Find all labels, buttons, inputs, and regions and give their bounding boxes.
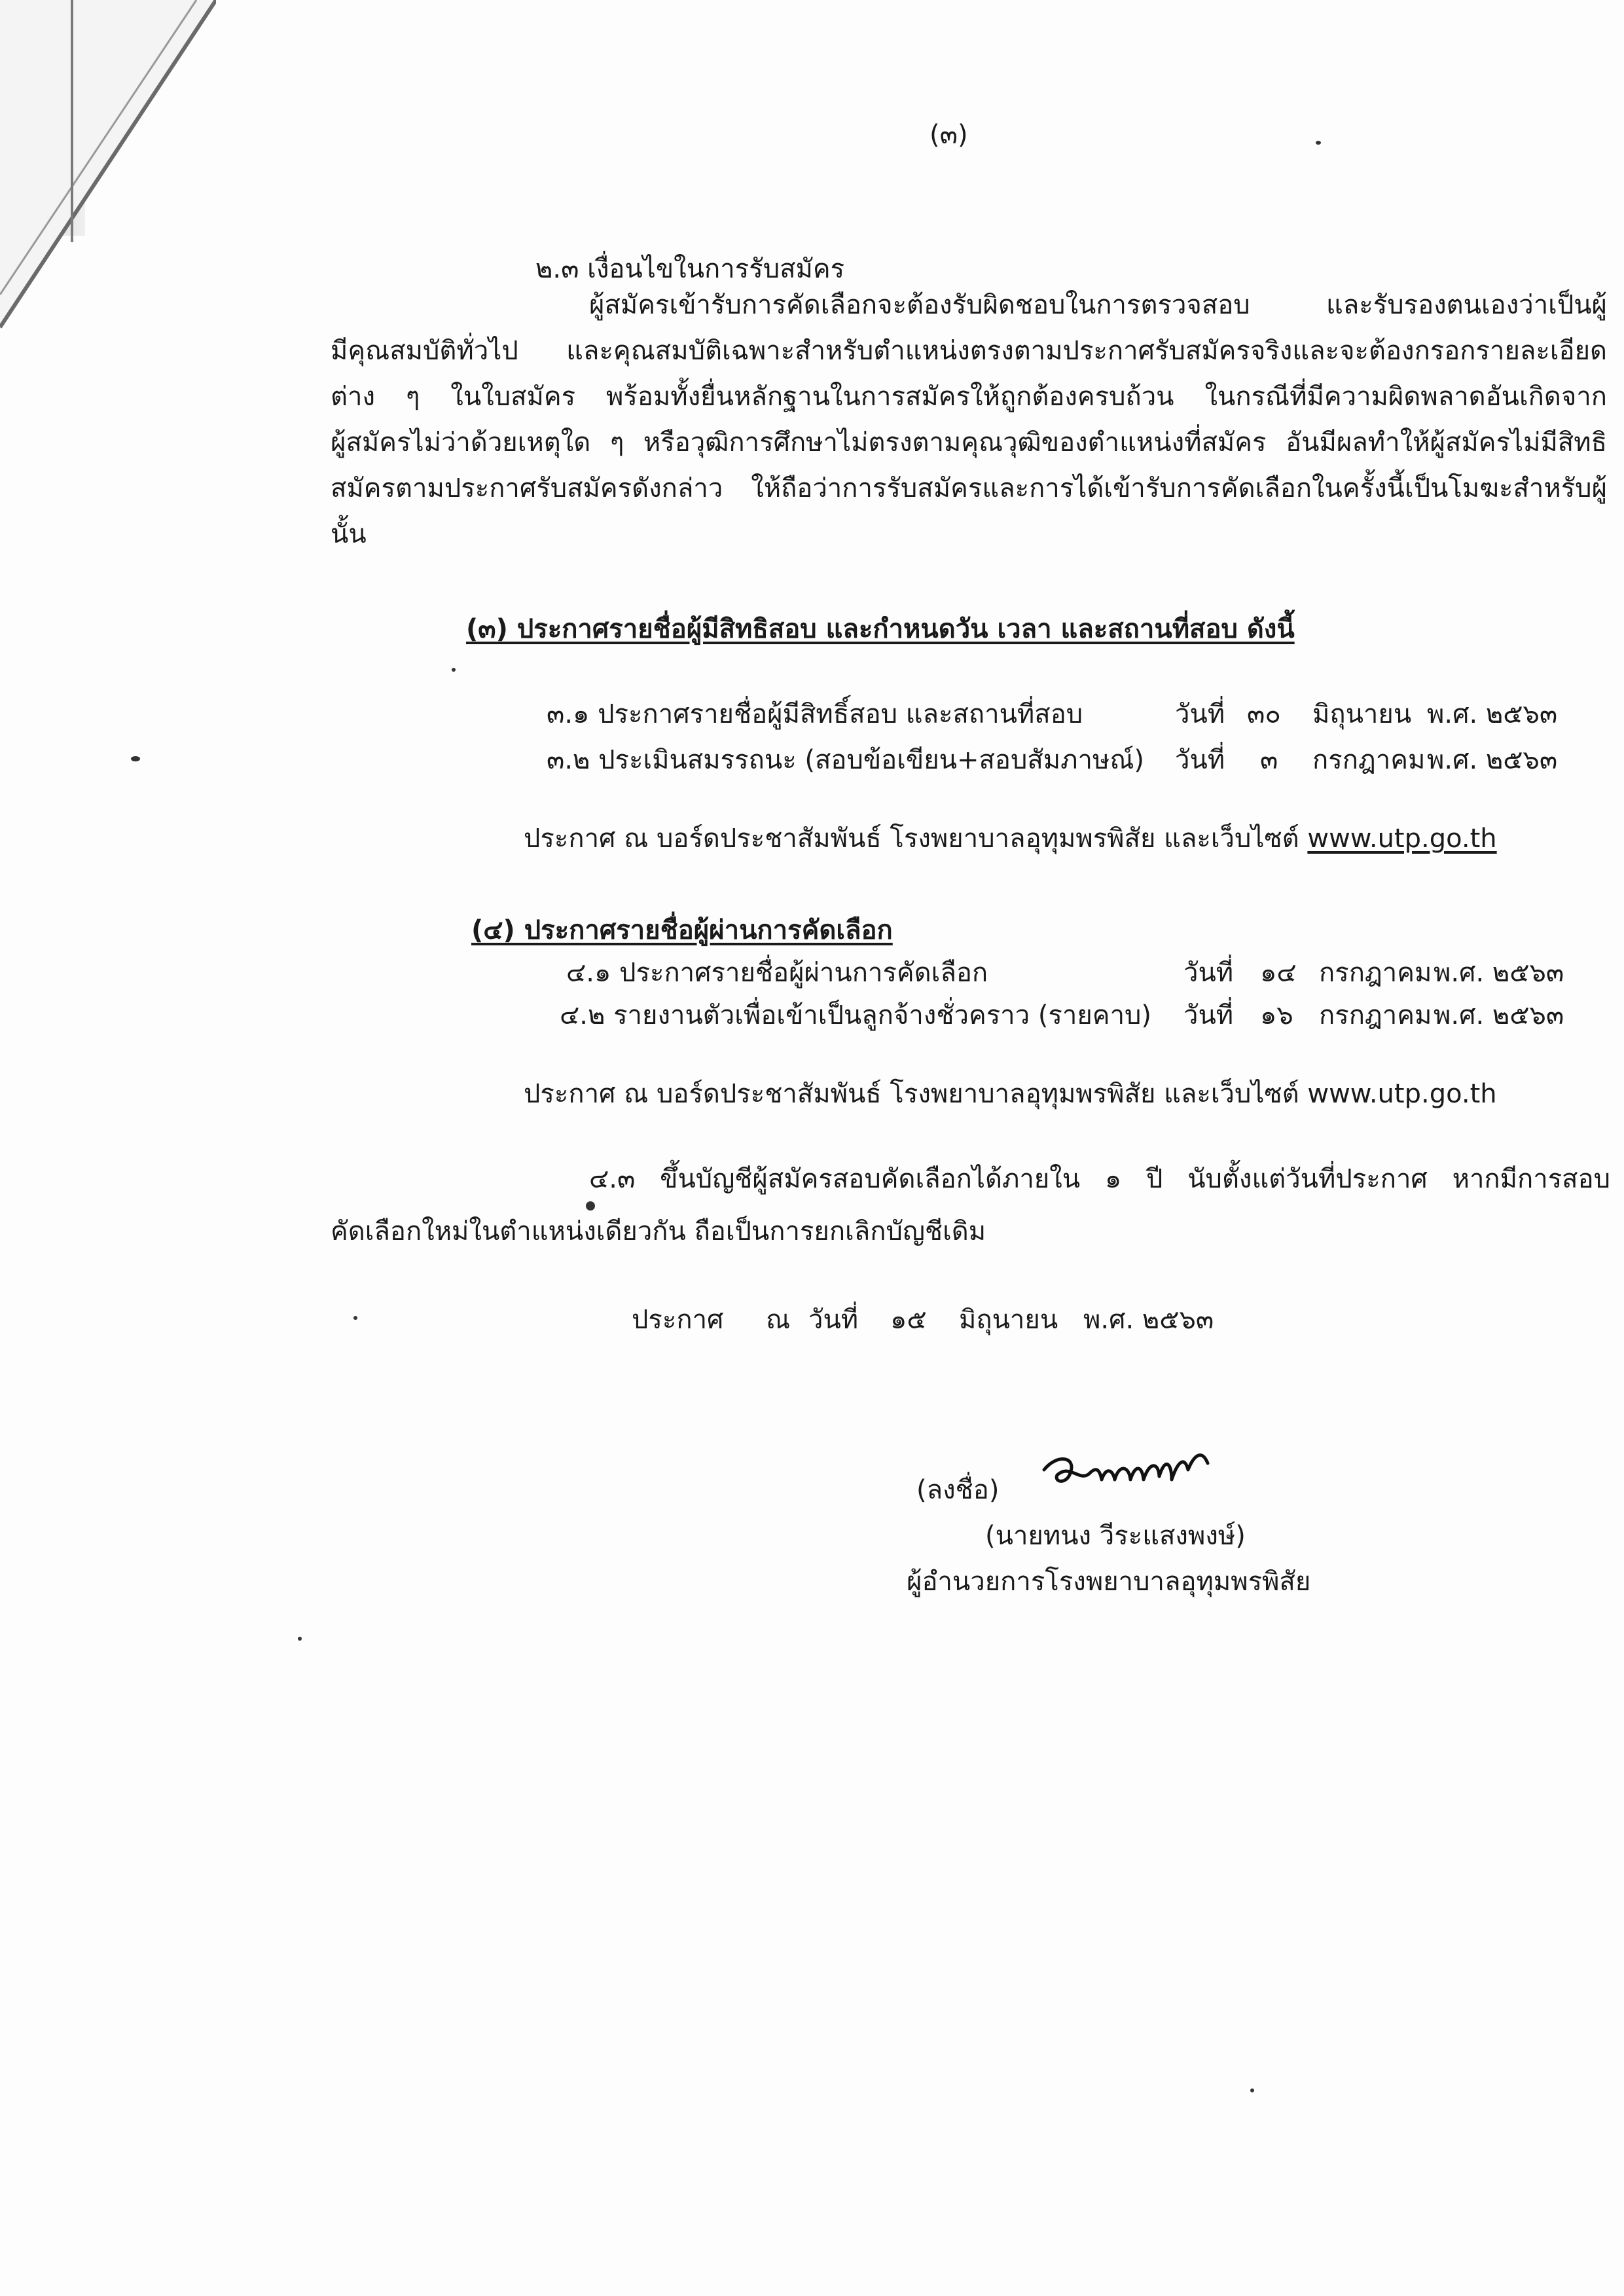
section-4-item-day: ๑๔ (1260, 958, 1297, 988)
section-4-item-4-3-line: คัดเลือกใหม่ในตำแหน่งเดียวกัน ถือเป็นการยกเลิกบัญชีเดิม (331, 1216, 986, 1247)
section-4-item-label: ๔.๒ รายงานตัวเพื่อเข้าเป็นลูกจ้างชั่วคราว (รายคาบ) (560, 1000, 1152, 1030)
scan-speck (586, 1201, 595, 1211)
section-3-item-year: พ.ศ. ๒๕๖๓ (1427, 745, 1558, 775)
scan-speck (452, 668, 456, 672)
section-2-3-line: สมัครตามประกาศรับสมัครดังกล่าว ให้ถือว่าการรับสมัครและการได้เข้ารับการคัดเลือกในครั้งนี้เป็นโมฆะสำหรับผู้ (331, 473, 1607, 503)
announce-month: มิถุนายน (959, 1305, 1058, 1335)
section-3-item-date-word: วันที่ (1175, 699, 1225, 729)
signatory-name: (นายทนง วีระแสงพงษ์) (985, 1521, 1246, 1551)
announce-year: พ.ศ. ๒๕๖๓ (1083, 1305, 1214, 1335)
section-3-item-month: กรกฎาคม (1312, 745, 1426, 775)
scan-speck (1250, 2088, 1254, 2092)
section-3-item-day: ๓๐ (1247, 699, 1281, 729)
announce-prefix: ประกาศ (632, 1305, 724, 1335)
section-4-item-month: กรกฎาคม (1319, 958, 1432, 988)
section-2-3-line: ผู้สมัครไม่ว่าด้วยเหตุใด ๆ หรือวุฒิการศึกษาไม่ตรงตามคุณวุฒิของตำแหน่งที่สมัคร อันมีผลทำให้ผู้สมัครไม่มีสิทธิ (331, 428, 1607, 458)
section-3-item-year: พ.ศ. ๒๕๖๓ (1427, 699, 1558, 729)
section-4-item-year: พ.ศ. ๒๕๖๓ (1434, 958, 1564, 988)
section-4-item-day: ๑๖ (1260, 1000, 1293, 1030)
page-number: (๓) (929, 120, 968, 150)
section-4-item-label: ๔.๑ ประกาศรายชื่อผู้ผ่านการคัดเลือก (566, 958, 988, 988)
announce-day: ๑๕ (890, 1305, 927, 1335)
section-4-item-date-word: วันที่ (1183, 958, 1234, 988)
section-2-3-line: มีคุณสมบัติทั่วไป และคุณสมบัติเฉพาะสำหรับตำแหน่งตรงตามประกาศรับสมัครจริงและจะต้องกรอกรายละเอียด (331, 336, 1607, 366)
section-2-3-line: ผู้สมัครเข้ารับการคัดเลือกจะต้องรับผิดชอบในการตรวจสอบ และรับรองตนเองว่าเป็นผู้ (589, 290, 1607, 320)
scan-speck (131, 756, 140, 761)
section-3-item-month: มิถุนายน (1312, 699, 1412, 729)
section-3-notice-text: ประกาศ ณ บอร์ดประชาสัมพันธ์ โรงพยาบาลอุทุมพรพิสัย และเว็บไซต์ (524, 824, 1299, 854)
section-4-item-year: พ.ศ. ๒๕๖๓ (1434, 1000, 1564, 1030)
section-4-item-4-3-line: ๔.๓ ขึ้นบัญชีผู้สมัครสอบคัดเลือกได้ภายใน ๑ ปี นับตั้งแต่วันที่ประกาศ หากมีการสอบ (589, 1164, 1610, 1194)
sign-label: (ลงชื่อ) (916, 1475, 1000, 1505)
section-4-item-date-word: วันที่ (1183, 1000, 1234, 1030)
announce-date-word: วันที่ (808, 1305, 859, 1335)
section-3-heading: (๓) ประกาศรายชื่อผู้มีสิทธิสอบ และกำหนดวัน เวลา และสถานที่สอบ ดังนี้ (466, 614, 1295, 644)
signatory-position: ผู้อำนวยการโรงพยาบาลอุทุมพรพิสัย (907, 1567, 1311, 1597)
scan-speck (353, 1316, 357, 1320)
scan-corner-fold (0, 0, 216, 340)
announce-at: ณ (766, 1305, 791, 1335)
section-3-item-day: ๓ (1260, 745, 1278, 775)
handwritten-signature (1031, 1444, 1227, 1509)
section-2-3-line: นั้น (331, 519, 367, 549)
website-link[interactable]: www.utp.go.th (1307, 824, 1497, 854)
scan-speck (298, 1637, 302, 1641)
section-4-notice: ประกาศ ณ บอร์ดประชาสัมพันธ์ โรงพยาบาลอุทุมพรพิสัย และเว็บไซต์ www.utp.go.th (524, 1079, 1497, 1109)
section-4-heading: (๔) ประกาศรายชื่อผู้ผ่านการคัดเลือก (471, 915, 893, 945)
section-2-3-heading: ๒.๓ เงื่อนไขในการรับสมัคร (535, 254, 845, 284)
scan-speck (1316, 141, 1321, 145)
section-2-3-line: ต่าง ๆ ในใบสมัคร พร้อมทั้งยื่นหลักฐานในการสมัครให้ถูกต้องครบถ้วน ในกรณีที่มีความผิดพลาดอันเกิดจาก (331, 382, 1607, 412)
section-3-item-label: ๓.๑ ประกาศรายชื่อผู้มีสิทธิ์สอบ และสถานที่สอบ (547, 699, 1083, 729)
section-3-item-label: ๓.๒ ประเมินสมรรถนะ (สอบข้อเขียน+สอบสัมภาษณ์) (547, 745, 1145, 775)
section-3-item-date-word: วันที่ (1175, 745, 1225, 775)
section-3-notice (524, 822, 1497, 856)
section-4-item-month: กรกฎาคม (1319, 1000, 1432, 1030)
